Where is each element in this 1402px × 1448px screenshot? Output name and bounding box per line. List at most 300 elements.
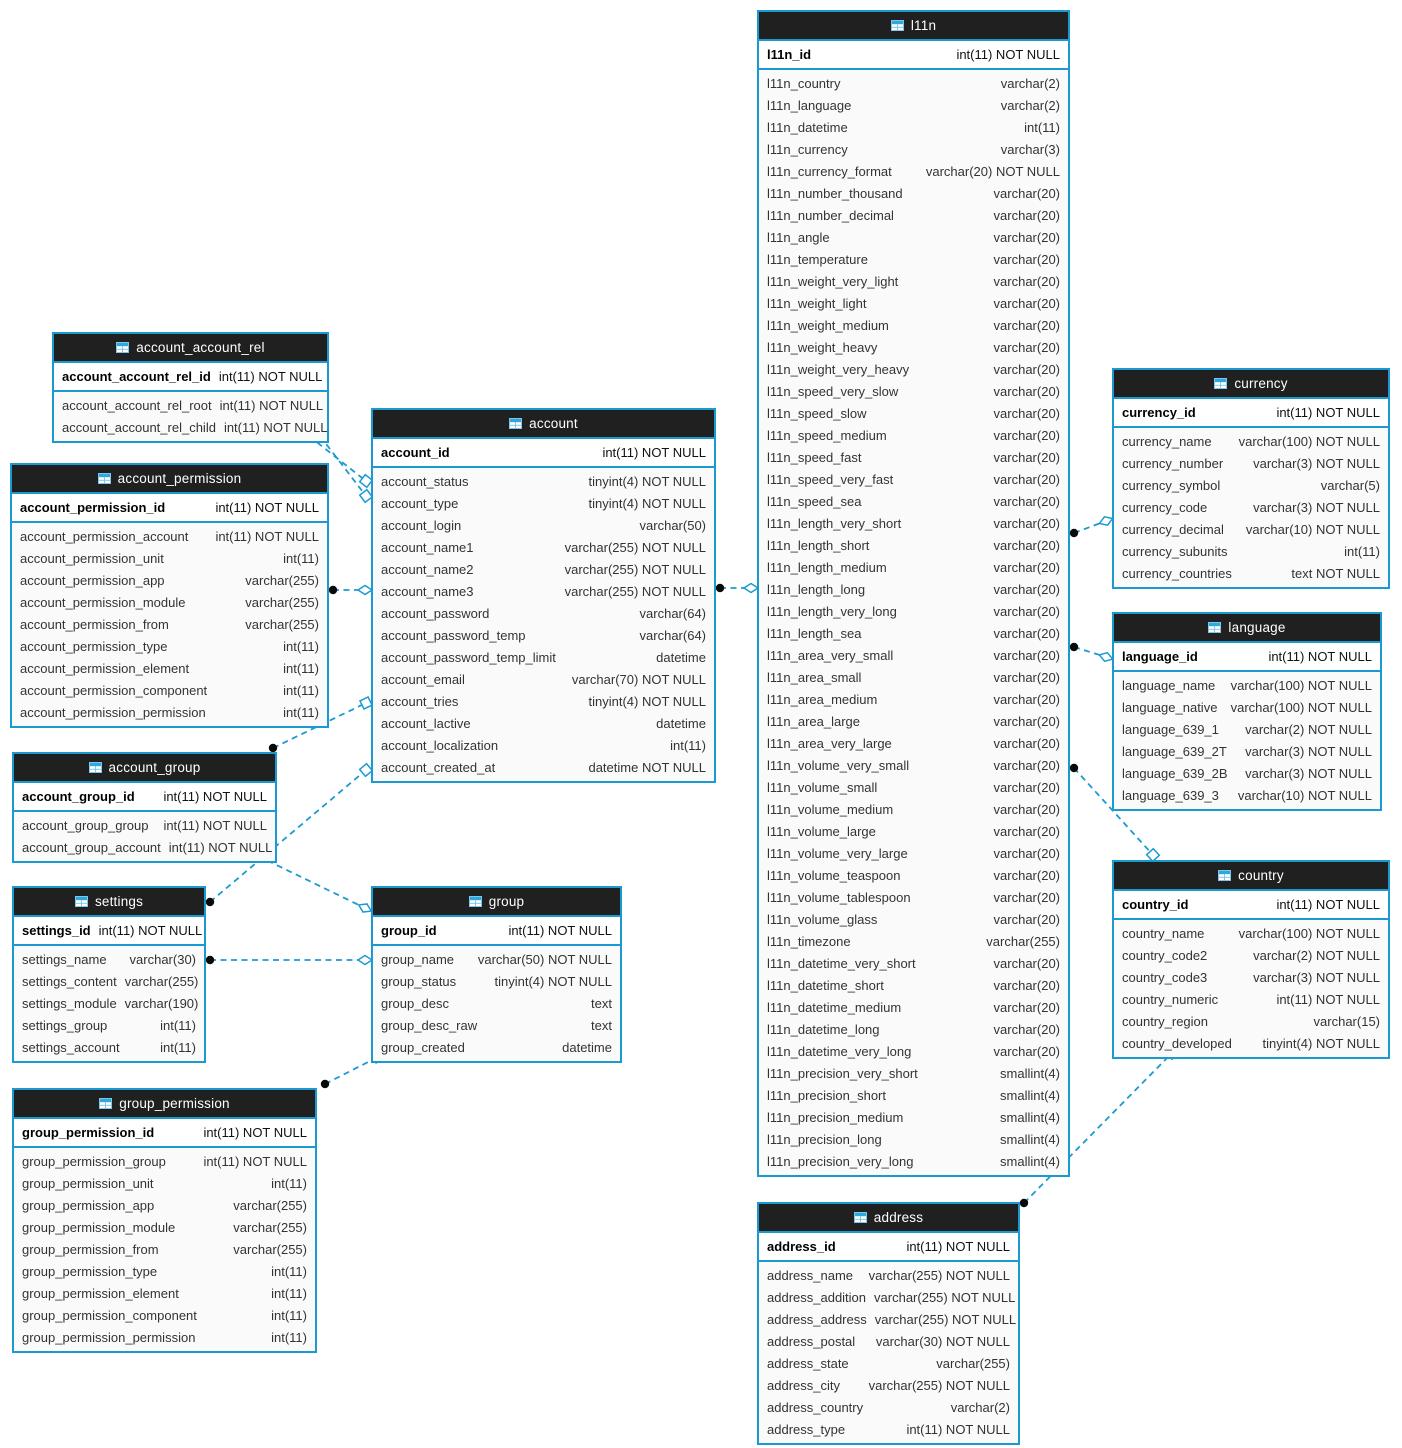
field-row-l11n_weight_medium[interactable] [759, 314, 1068, 336]
table-title: language [1228, 620, 1286, 635]
field-type: datetime [562, 1039, 612, 1055]
field-name: group_created [381, 1039, 465, 1055]
field-row-group_name[interactable] [373, 948, 620, 970]
field-row-currency_subunits[interactable] [1114, 540, 1388, 562]
field-row-account_localization[interactable] [373, 734, 714, 756]
field-type: int(11) [283, 660, 319, 676]
field-row-l11n_precision_very_short[interactable] [759, 1062, 1068, 1084]
field-row-account_name2[interactable] [373, 558, 714, 580]
field-type: varchar(20) [993, 801, 1060, 817]
endpoint-dot-icon [1070, 529, 1078, 537]
field-name: l11n_area_medium [767, 691, 878, 707]
table-l11n[interactable] [757, 10, 1070, 1177]
field-row-l11n_length_medium[interactable] [759, 556, 1068, 578]
field-row-account_permission_module[interactable] [12, 591, 327, 613]
field-row-group_permission_app[interactable] [14, 1194, 315, 1216]
field-row-account_type[interactable] [373, 492, 714, 514]
field-name: l11n_precision_very_short [767, 1065, 918, 1081]
endpoint-diamond-icon [744, 584, 758, 593]
field-row-address_addition[interactable] [759, 1286, 1018, 1308]
field-row-settings_module[interactable] [14, 992, 204, 1014]
field-name: address_type [767, 1421, 846, 1437]
table-fields [759, 70, 1068, 1175]
field-type: varchar(10) NOT NULL [1237, 787, 1372, 803]
field-row-country_name[interactable] [1114, 922, 1388, 944]
field-name: l11n_datetime_medium [767, 999, 902, 1015]
field-name: l11n_weight_light [767, 295, 867, 311]
field-row-l11n_precision_medium[interactable] [759, 1106, 1068, 1128]
field-row-currency_decimal[interactable] [1114, 518, 1388, 540]
field-row-l11n_precision_very_long[interactable] [759, 1150, 1068, 1172]
field-row-l11n_language[interactable] [759, 94, 1068, 116]
field-row-account_password_temp_limit[interactable] [373, 646, 714, 668]
pk-row-group_id[interactable] [373, 917, 620, 946]
field-row-account_permission_from[interactable] [12, 613, 327, 635]
field-type: smallint(4) [1000, 1065, 1060, 1081]
field-row-group_permission_from[interactable] [14, 1238, 315, 1260]
field-name: l11n_weight_heavy [767, 339, 878, 355]
pk-row-settings_id[interactable] [14, 917, 204, 946]
field-row-account_email[interactable] [373, 668, 714, 690]
field-row-account_permission_component[interactable] [12, 679, 327, 701]
field-row-l11n_angle[interactable] [759, 226, 1068, 248]
field-row-l11n_volume_glass[interactable] [759, 908, 1068, 930]
field-row-account_lactive[interactable] [373, 712, 714, 734]
field-row-account_permission_permission[interactable] [12, 701, 327, 723]
pk-row-l11n_id[interactable] [759, 41, 1068, 70]
table-header-language[interactable] [1114, 614, 1380, 643]
table-title: account_permission [117, 471, 242, 486]
endpoint-diamond-icon [358, 956, 372, 965]
field-row-account_status[interactable] [373, 470, 714, 492]
table-title: group [488, 894, 525, 909]
table-title: country [1238, 868, 1284, 883]
field-row-l11n_country[interactable] [759, 72, 1068, 94]
field-row-account_name3[interactable] [373, 580, 714, 602]
field-type: varchar(20) [993, 1043, 1060, 1059]
field-name: language_639_3 [1122, 787, 1219, 803]
field-row-l11n_speed_very_fast[interactable] [759, 468, 1068, 490]
field-name: l11n_weight_very_heavy [767, 361, 910, 377]
field-row-account_account_rel_child[interactable] [54, 416, 327, 438]
table-group[interactable] [371, 886, 622, 1063]
field-name: group_permission_module [22, 1219, 176, 1235]
field-row-l11n_datetime[interactable] [759, 116, 1068, 138]
table-address[interactable] [757, 1202, 1020, 1445]
field-row-group_permission_component[interactable] [14, 1304, 315, 1326]
field-type: datetime NOT NULL [588, 759, 706, 775]
table-icon [98, 473, 111, 484]
field-type: tinyint(4) NOT NULL [588, 693, 706, 709]
field-row-account_permission_element[interactable] [12, 657, 327, 679]
field-row-address_name[interactable] [759, 1264, 1018, 1286]
field-row-l11n_volume_very_small[interactable] [759, 754, 1068, 776]
table-country[interactable] [1112, 860, 1390, 1059]
table-header-group_permission[interactable] [14, 1090, 315, 1119]
field-type: varchar(255) NOT NULL [564, 583, 706, 599]
field-name: account_name3 [381, 583, 474, 599]
field-name: address_addition [767, 1289, 867, 1305]
field-row-l11n_length_very_long[interactable] [759, 600, 1068, 622]
field-type: varchar(20) [993, 911, 1060, 927]
table-title: account_group [108, 760, 201, 775]
field-row-l11n_timezone[interactable] [759, 930, 1068, 952]
endpoint-dot-icon [321, 1080, 329, 1088]
field-row-address_state[interactable] [759, 1352, 1018, 1374]
table-language[interactable] [1112, 612, 1382, 811]
field-row-l11n_speed_sea[interactable] [759, 490, 1068, 512]
field-type: varchar(20) [993, 295, 1060, 311]
pk-field-type: int(11) NOT NULL [1268, 649, 1372, 664]
table-header-currency[interactable] [1114, 370, 1388, 399]
table-currency[interactable] [1112, 368, 1390, 589]
field-name: address_city [767, 1377, 840, 1393]
field-row-country_code3[interactable] [1114, 966, 1388, 988]
table-title: currency [1234, 376, 1288, 391]
pk-field-type: int(11) NOT NULL [215, 500, 319, 515]
field-name: l11n_angle [767, 229, 830, 245]
field-type: int(11) [283, 682, 319, 698]
field-type: varchar(20) [993, 735, 1060, 751]
field-row-l11n_speed_slow[interactable] [759, 402, 1068, 424]
table-header-address[interactable] [759, 1204, 1018, 1233]
field-row-currency_number[interactable] [1114, 452, 1388, 474]
field-name: l11n_length_sea [767, 625, 862, 641]
field-name: account_status [381, 473, 469, 489]
table-fields [759, 1262, 1018, 1443]
field-row-l11n_length_long[interactable] [759, 578, 1068, 600]
field-row-group_created[interactable] [373, 1036, 620, 1058]
field-type: int(11) [271, 1263, 307, 1279]
field-row-language_native[interactable] [1114, 696, 1380, 718]
endpoint-dot-icon [1070, 764, 1078, 772]
table-account_group[interactable] [12, 752, 277, 863]
field-name: account_account_rel_root [62, 397, 212, 413]
table-header-account_permission[interactable] [12, 465, 327, 494]
field-row-account_group_account[interactable] [14, 836, 275, 858]
field-row-l11n_weight_light[interactable] [759, 292, 1068, 314]
field-type: varchar(20) [993, 493, 1060, 509]
field-row-group_permission_unit[interactable] [14, 1172, 315, 1194]
pk-row-currency_id[interactable] [1114, 399, 1388, 428]
field-type: smallint(4) [1000, 1153, 1060, 1169]
field-name: account_permission_from [20, 616, 169, 632]
field-name: l11n_datetime_very_short [767, 955, 916, 971]
field-type: varchar(5) [1320, 477, 1380, 493]
field-row-account_password_temp[interactable] [373, 624, 714, 646]
field-row-group_status[interactable] [373, 970, 620, 992]
field-name: settings_module [22, 995, 117, 1011]
field-type: tinyint(4) NOT NULL [1262, 1035, 1380, 1051]
pk-row-language_id[interactable] [1114, 643, 1380, 672]
field-type: int(11) [1344, 543, 1380, 559]
field-type: varchar(20) [993, 515, 1060, 531]
field-row-account_name1[interactable] [373, 536, 714, 558]
field-row-account_group_group[interactable] [14, 814, 275, 836]
field-type: varchar(20) [993, 537, 1060, 553]
field-name: l11n_area_small [767, 669, 862, 685]
field-row-language_name[interactable] [1114, 674, 1380, 696]
field-type: int(11) NOT NULL [1276, 991, 1380, 1007]
table-fields [1114, 428, 1388, 587]
field-row-settings_group[interactable] [14, 1014, 204, 1036]
field-row-l11n_number_thousand[interactable] [759, 182, 1068, 204]
field-row-group_permission_element[interactable] [14, 1282, 315, 1304]
field-row-l11n_weight_very_heavy[interactable] [759, 358, 1068, 380]
field-type: varchar(20) [993, 647, 1060, 663]
field-type: varchar(20) [993, 361, 1060, 377]
field-name: l11n_speed_fast [767, 449, 862, 465]
field-name: group_permission_element [22, 1285, 179, 1301]
pk-field-name: currency_id [1122, 405, 1196, 420]
field-row-l11n_length_sea[interactable] [759, 622, 1068, 644]
pk-field-type: int(11) NOT NULL [956, 47, 1060, 62]
table-title: l11n [910, 18, 937, 33]
field-name: l11n_length_very_short [767, 515, 902, 531]
field-name: account_lactive [381, 715, 471, 731]
field-row-address_address[interactable] [759, 1308, 1018, 1330]
field-type: varchar(20) [993, 383, 1060, 399]
field-name: l11n_datetime_short [767, 977, 884, 993]
pk-field-name: account_account_rel_id [62, 369, 211, 384]
field-name: l11n_volume_very_small [767, 757, 910, 773]
field-row-l11n_datetime_short[interactable] [759, 974, 1068, 996]
table-header-country[interactable] [1114, 862, 1388, 891]
field-type: varchar(3) [1000, 141, 1060, 157]
field-row-country_region[interactable] [1114, 1010, 1388, 1032]
field-row-group_permission_type[interactable] [14, 1260, 315, 1282]
table-header-group[interactable] [373, 888, 620, 917]
field-name: l11n_length_very_long [767, 603, 897, 619]
field-row-account_login[interactable] [373, 514, 714, 536]
field-row-country_developed[interactable] [1114, 1032, 1388, 1054]
pk-row-account_permission_id[interactable] [12, 494, 327, 523]
pk-row-country_id[interactable] [1114, 891, 1388, 920]
field-name: l11n_datetime [767, 119, 848, 135]
table-header-l11n[interactable] [759, 12, 1068, 41]
field-type: int(11) NOT NULL [906, 1421, 1010, 1437]
field-name: account_permission_permission [20, 704, 206, 720]
field-row-account_created_at[interactable] [373, 756, 714, 778]
field-row-account_permission_account[interactable] [12, 525, 327, 547]
field-row-l11n_area_large[interactable] [759, 710, 1068, 732]
field-type: varchar(20) [993, 955, 1060, 971]
field-type: varchar(255) [233, 1219, 307, 1235]
field-row-group_desc_raw[interactable] [373, 1014, 620, 1036]
field-name: currency_number [1122, 455, 1224, 471]
field-row-l11n_area_very_large[interactable] [759, 732, 1068, 754]
table-fields [14, 1148, 315, 1351]
field-row-group_permission_group[interactable] [14, 1150, 315, 1172]
field-row-l11n_speed_fast[interactable] [759, 446, 1068, 468]
field-name: country_developed [1122, 1035, 1232, 1051]
field-row-l11n_area_very_small[interactable] [759, 644, 1068, 666]
field-type: varchar(3) NOT NULL [1245, 743, 1372, 759]
pk-row-account_group_id[interactable] [14, 783, 275, 812]
field-name: group_desc [381, 995, 449, 1011]
field-name: account_permission_component [20, 682, 208, 698]
field-row-l11n_datetime_long[interactable] [759, 1018, 1068, 1040]
field-row-settings_content[interactable] [14, 970, 204, 992]
table-account[interactable] [371, 408, 716, 783]
field-row-language_639_2T[interactable] [1114, 740, 1380, 762]
field-row-l11n_datetime_very_long[interactable] [759, 1040, 1068, 1062]
field-row-account_permission_type[interactable] [12, 635, 327, 657]
field-name: address_name [767, 1267, 853, 1283]
pk-row-group_permission_id[interactable] [14, 1119, 315, 1148]
table-header-settings[interactable] [14, 888, 204, 917]
field-row-l11n_precision_short[interactable] [759, 1084, 1068, 1106]
field-row-l11n_speed_very_slow[interactable] [759, 380, 1068, 402]
field-row-l11n_weight_heavy[interactable] [759, 336, 1068, 358]
field-name: country_code2 [1122, 947, 1208, 963]
field-type: varchar(20) [993, 779, 1060, 795]
field-name: settings_account [22, 1039, 120, 1055]
field-name: settings_group [22, 1017, 108, 1033]
field-row-account_permission_app[interactable] [12, 569, 327, 591]
field-type: int(11) [271, 1285, 307, 1301]
field-name: account_localization [381, 737, 499, 753]
field-type: varchar(2) [1000, 75, 1060, 91]
field-row-settings_name[interactable] [14, 948, 204, 970]
table-title: account [529, 416, 578, 431]
pk-field-name: country_id [1122, 897, 1189, 912]
field-row-account_permission_unit[interactable] [12, 547, 327, 569]
field-type: varchar(20) [993, 251, 1060, 267]
table-icon [116, 342, 129, 353]
field-name: l11n_area_very_small [767, 647, 894, 663]
field-name: currency_code [1122, 499, 1208, 515]
field-row-l11n_speed_medium[interactable] [759, 424, 1068, 446]
field-name: l11n_volume_tablespoon [767, 889, 911, 905]
field-row-l11n_precision_long[interactable] [759, 1128, 1068, 1150]
field-name: l11n_speed_very_slow [767, 383, 899, 399]
table-icon [1218, 870, 1231, 881]
table-icon [854, 1212, 867, 1223]
field-row-group_desc[interactable] [373, 992, 620, 1014]
field-type: varchar(20) [993, 207, 1060, 223]
field-name: l11n_timezone [767, 933, 851, 949]
field-row-l11n_volume_teaspoon[interactable] [759, 864, 1068, 886]
pk-field-name: language_id [1122, 649, 1198, 664]
field-name: l11n_country [767, 75, 841, 91]
table-fields [14, 946, 204, 1061]
field-row-currency_code[interactable] [1114, 496, 1388, 518]
field-name: account_password [381, 605, 490, 621]
field-name: country_code3 [1122, 969, 1208, 985]
field-row-l11n_volume_very_large[interactable] [759, 842, 1068, 864]
pk-row-account_account_rel_id[interactable] [54, 363, 327, 392]
field-row-l11n_currency_format[interactable] [759, 160, 1068, 182]
field-row-l11n_area_medium[interactable] [759, 688, 1068, 710]
field-type: int(11) [271, 1175, 307, 1191]
relationship-line-account_group-to-group[interactable] [258, 856, 365, 908]
field-row-currency_countries[interactable] [1114, 562, 1388, 584]
field-type: varchar(20) [993, 185, 1060, 201]
field-type: varchar(20) [993, 625, 1060, 641]
field-row-language_639_2B[interactable] [1114, 762, 1380, 784]
table-title: group_permission [119, 1096, 230, 1111]
pk-row-address_id[interactable] [759, 1233, 1018, 1262]
field-row-language_639_1[interactable] [1114, 718, 1380, 740]
field-type: varchar(255) NOT NULL [874, 1311, 1017, 1327]
field-row-l11n_weight_very_light[interactable] [759, 270, 1068, 292]
field-name: address_address [767, 1311, 867, 1327]
pk-field-type: int(11) NOT NULL [163, 789, 267, 804]
field-type: varchar(20) [993, 691, 1060, 707]
field-row-group_permission_permission[interactable] [14, 1326, 315, 1348]
field-type: int(11) [271, 1329, 307, 1345]
field-row-l11n_volume_small[interactable] [759, 776, 1068, 798]
table-group_permission[interactable] [12, 1088, 317, 1353]
table-header-account[interactable] [373, 410, 714, 439]
field-row-address_postal[interactable] [759, 1330, 1018, 1352]
pk-row-account_id[interactable] [373, 439, 714, 468]
field-row-account_account_rel_root[interactable] [54, 394, 327, 416]
field-row-account_password[interactable] [373, 602, 714, 624]
field-row-country_code2[interactable] [1114, 944, 1388, 966]
field-type: int(11) [283, 704, 319, 720]
field-row-l11n_volume_tablespoon[interactable] [759, 886, 1068, 908]
field-row-language_639_3[interactable] [1114, 784, 1380, 806]
field-type: varchar(255) NOT NULL [564, 561, 706, 577]
field-row-l11n_length_very_short[interactable] [759, 512, 1068, 534]
field-row-settings_account[interactable] [14, 1036, 204, 1058]
table-settings[interactable] [12, 886, 206, 1063]
field-row-group_permission_module[interactable] [14, 1216, 315, 1238]
field-row-l11n_length_short[interactable] [759, 534, 1068, 556]
field-row-account_tries[interactable] [373, 690, 714, 712]
field-type: varchar(15) [1313, 1013, 1380, 1029]
field-type: varchar(20) [993, 273, 1060, 289]
field-row-l11n_volume_large[interactable] [759, 820, 1068, 842]
field-type: varchar(20) NOT NULL [925, 163, 1060, 179]
field-row-address_country[interactable] [759, 1396, 1018, 1418]
field-row-currency_name[interactable] [1114, 430, 1388, 452]
field-row-l11n_number_decimal[interactable] [759, 204, 1068, 226]
field-name: group_permission_type [22, 1263, 158, 1279]
table-header-account_group[interactable] [14, 754, 275, 783]
field-type: int(11) [160, 1039, 196, 1055]
field-type: varchar(255) NOT NULL [874, 1289, 1016, 1305]
field-type: varchar(64) [639, 627, 706, 643]
field-row-l11n_volume_medium[interactable] [759, 798, 1068, 820]
field-row-country_numeric[interactable] [1114, 988, 1388, 1010]
field-row-currency_symbol[interactable] [1114, 474, 1388, 496]
table-header-account_account_rel[interactable] [54, 334, 327, 363]
table-fields [1114, 672, 1380, 809]
table-fields [373, 468, 714, 781]
field-row-l11n_datetime_very_short[interactable] [759, 952, 1068, 974]
field-row-address_type[interactable] [759, 1418, 1018, 1440]
field-name: l11n_weight_very_light [767, 273, 899, 289]
field-type: text NOT NULL [1291, 565, 1380, 581]
field-row-l11n_area_small[interactable] [759, 666, 1068, 688]
field-type: varchar(30) NOT NULL [875, 1333, 1010, 1349]
field-type: varchar(20) [993, 823, 1060, 839]
field-name: account_created_at [381, 759, 496, 775]
table-account_permission[interactable] [10, 463, 329, 728]
field-name: account_tries [381, 693, 459, 709]
field-row-l11n_datetime_medium[interactable] [759, 996, 1068, 1018]
field-type: varchar(30) [129, 951, 196, 967]
table-account_account_rel[interactable] [52, 332, 329, 443]
field-row-address_city[interactable] [759, 1374, 1018, 1396]
field-row-l11n_currency[interactable] [759, 138, 1068, 160]
field-type: smallint(4) [1000, 1087, 1060, 1103]
field-name: l11n_length_medium [767, 559, 887, 575]
field-row-l11n_temperature[interactable] [759, 248, 1068, 270]
